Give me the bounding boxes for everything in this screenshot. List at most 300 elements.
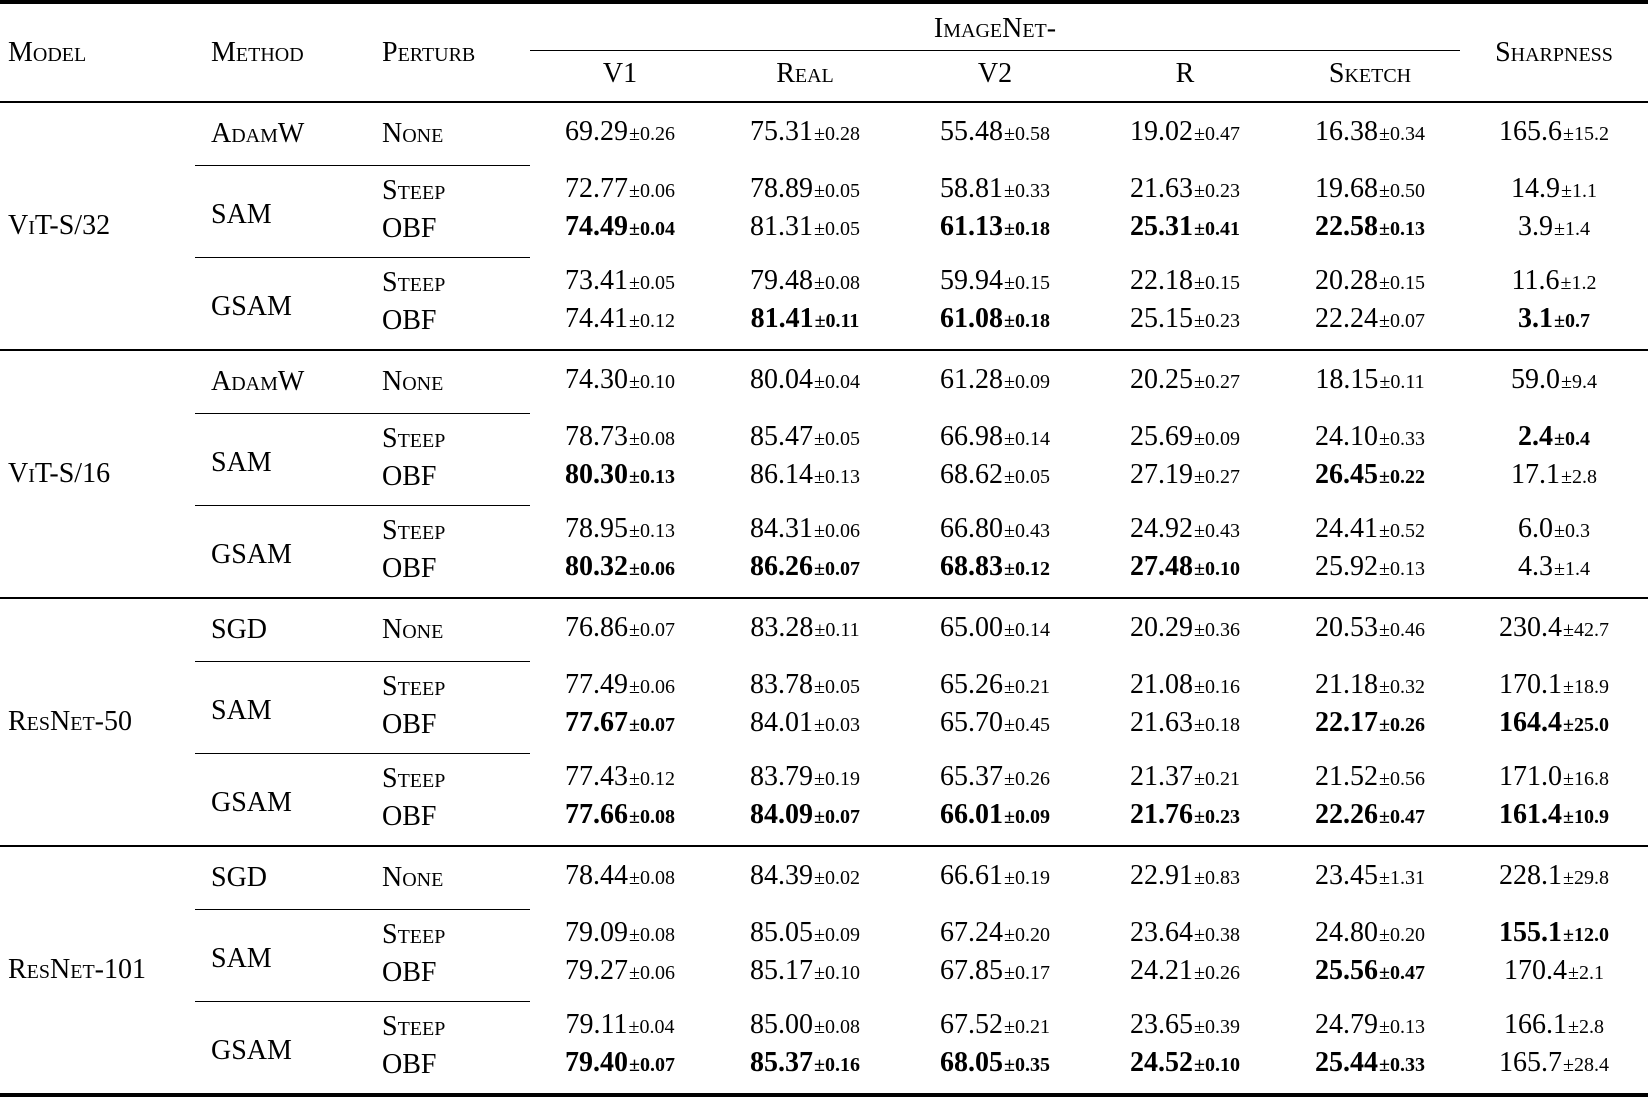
value-cell bbox=[900, 798, 1090, 846]
value-main: 3.9 bbox=[1518, 211, 1554, 242]
value-cell bbox=[1090, 909, 1280, 954]
value-error: ±0.07 bbox=[814, 558, 860, 580]
value-main: 22.91 bbox=[1130, 860, 1193, 891]
value-main: 73.41 bbox=[565, 265, 628, 296]
value-cell bbox=[530, 753, 710, 798]
value-cell bbox=[1280, 458, 1460, 505]
value-error: ±0.04 bbox=[628, 1016, 675, 1038]
value-cell bbox=[1090, 165, 1280, 210]
value-cell bbox=[900, 350, 1090, 413]
value-cell bbox=[710, 1046, 900, 1095]
value-main: 72.77 bbox=[565, 173, 628, 204]
value-cell bbox=[1280, 798, 1460, 846]
method-cell: GSAM bbox=[195, 257, 370, 350]
value-main: 65.26 bbox=[940, 669, 1003, 700]
value-error: ±0.35 bbox=[1004, 1054, 1050, 1076]
value-cell bbox=[900, 753, 1090, 798]
col-header-model: Model bbox=[8, 36, 87, 68]
value-main: 79.48 bbox=[750, 265, 813, 296]
value-error: ±0.23 bbox=[1194, 180, 1240, 202]
value-main: 11.6 bbox=[1511, 265, 1560, 296]
value-error: ±0.43 bbox=[1004, 520, 1050, 542]
value-main: 21.37 bbox=[1130, 761, 1193, 792]
value-error: ±0.15 bbox=[1004, 272, 1050, 294]
perturb-cell: Steep bbox=[370, 165, 530, 210]
value-error: ±0.17 bbox=[1004, 962, 1050, 984]
value-main: 3.1 bbox=[1518, 303, 1554, 334]
value-main: 61.08 bbox=[940, 303, 1003, 334]
value-cell bbox=[530, 1001, 710, 1046]
perturb-cell: None bbox=[382, 861, 444, 893]
value-main: 85.47 bbox=[750, 421, 813, 452]
value-cell bbox=[1280, 102, 1460, 165]
value-main: 21.63 bbox=[1130, 707, 1193, 738]
table-row bbox=[0, 413, 1648, 458]
perturb-cell: Steep bbox=[370, 505, 530, 550]
perturb-cell: OBF bbox=[382, 553, 437, 584]
value-cell bbox=[1090, 505, 1280, 550]
value-error: ±0.83 bbox=[1194, 867, 1240, 889]
value-error: ±0.14 bbox=[1004, 428, 1050, 450]
value-main: 20.29 bbox=[1130, 612, 1193, 643]
value-main: 22.18 bbox=[1130, 265, 1193, 296]
value-cell bbox=[1090, 1001, 1280, 1046]
header-row-top bbox=[0, 2, 1648, 51]
value-error: ±15.2 bbox=[1563, 123, 1609, 145]
value-cell bbox=[710, 798, 900, 846]
value-main: 80.04 bbox=[750, 364, 813, 395]
value-error: ±0.06 bbox=[629, 180, 675, 202]
value-main: 59.0 bbox=[1511, 364, 1561, 395]
value-main: 78.89 bbox=[750, 173, 813, 204]
value-cell bbox=[710, 257, 900, 302]
value-main: 22.17 bbox=[1315, 707, 1379, 738]
value-error: ±0.34 bbox=[1379, 123, 1425, 145]
value-error: ±0.13 bbox=[1379, 558, 1425, 580]
sharpness-cell bbox=[1460, 505, 1648, 550]
perturb-cell: OBF bbox=[382, 212, 437, 244]
perturb-cell: Steep bbox=[370, 661, 530, 706]
value-main: 66.61 bbox=[940, 860, 1003, 891]
value-error: ±1.1 bbox=[1561, 180, 1597, 202]
value-error: ±0.27 bbox=[1194, 466, 1240, 488]
value-error: ±0.05 bbox=[814, 180, 860, 202]
value-cell bbox=[530, 661, 710, 706]
model-cell: ViT-S/16 bbox=[8, 458, 111, 489]
value-main: 17.1 bbox=[1511, 459, 1561, 490]
perturb-cell: OBF bbox=[382, 305, 437, 336]
value-error: ±0.56 bbox=[1379, 768, 1425, 790]
value-main: 55.48 bbox=[940, 116, 1003, 147]
value-error: ±0.09 bbox=[1004, 371, 1050, 393]
value-main: 65.37 bbox=[940, 761, 1003, 792]
value-cell bbox=[530, 210, 710, 257]
value-cell bbox=[900, 550, 1090, 598]
value-error: ±0.13 bbox=[814, 466, 860, 488]
value-error: ±10.9 bbox=[1563, 806, 1609, 828]
value-error: ±25.0 bbox=[1563, 714, 1609, 736]
value-main: 18.15 bbox=[1315, 364, 1379, 395]
value-main: 61.28 bbox=[940, 364, 1003, 395]
value-error: ±0.33 bbox=[1379, 428, 1425, 450]
value-main: 228.1 bbox=[1499, 860, 1563, 891]
value-main: 83.79 bbox=[750, 761, 813, 792]
value-error: ±0.12 bbox=[629, 310, 675, 332]
value-cell bbox=[1090, 598, 1280, 661]
method-cell: AdamW bbox=[211, 117, 305, 149]
value-error: ±0.41 bbox=[1194, 218, 1240, 240]
value-error: ±0.16 bbox=[1194, 676, 1240, 698]
value-error: ±1.2 bbox=[1560, 272, 1597, 294]
value-cell bbox=[530, 505, 710, 550]
value-main: 25.92 bbox=[1315, 551, 1379, 582]
value-cell bbox=[900, 257, 1090, 302]
sharpness-cell bbox=[1460, 661, 1648, 706]
perturb-cell: OBF bbox=[382, 708, 437, 740]
value-cell bbox=[900, 1001, 1090, 1046]
value-main: 21.08 bbox=[1130, 669, 1193, 700]
model-cell: ResNet-101 bbox=[8, 954, 146, 985]
value-cell bbox=[1090, 1046, 1280, 1095]
value-main: 20.53 bbox=[1315, 612, 1379, 643]
value-main: 155.1 bbox=[1499, 917, 1563, 948]
value-error: ±0.13 bbox=[629, 520, 675, 542]
value-error: ±29.8 bbox=[1563, 867, 1609, 889]
value-error: ±0.02 bbox=[814, 867, 860, 889]
value-cell bbox=[710, 1001, 900, 1046]
value-error: ±0.32 bbox=[1379, 676, 1425, 698]
value-error: ±0.18 bbox=[1004, 310, 1050, 332]
value-main: 66.98 bbox=[940, 421, 1003, 452]
value-error: ±0.10 bbox=[1194, 558, 1240, 580]
value-main: 86.26 bbox=[750, 551, 813, 582]
value-main: 2.4 bbox=[1518, 421, 1554, 452]
col-header-sharpness: Sharpness bbox=[1495, 36, 1613, 68]
value-error: ±0.10 bbox=[629, 371, 675, 393]
value-main: 24.41 bbox=[1315, 513, 1379, 544]
value-error: ±0.04 bbox=[629, 218, 675, 240]
value-cell bbox=[900, 210, 1090, 257]
value-cell bbox=[1280, 661, 1460, 706]
method-cell: SAM bbox=[195, 661, 370, 753]
col-header-perturb: Perturb bbox=[382, 36, 476, 68]
value-error: ±0.22 bbox=[1379, 466, 1425, 488]
value-error: ±0.7 bbox=[1554, 310, 1590, 332]
model-cell: ResNet-50 bbox=[8, 706, 132, 737]
sharpness-cell bbox=[1460, 165, 1648, 210]
value-main: 81.31 bbox=[750, 211, 813, 242]
table-row bbox=[0, 102, 1648, 165]
sharpness-cell bbox=[1460, 350, 1648, 413]
value-cell bbox=[1280, 505, 1460, 550]
value-error: ±0.04 bbox=[814, 371, 860, 393]
perturb-cell: OBF bbox=[382, 801, 437, 832]
value-main: 78.95 bbox=[565, 513, 628, 544]
table-row bbox=[0, 505, 1648, 550]
value-cell bbox=[530, 458, 710, 505]
model-group bbox=[0, 102, 1648, 350]
value-error: ±0.10 bbox=[1194, 1054, 1240, 1076]
sharpness-cell bbox=[1460, 846, 1648, 909]
value-cell bbox=[530, 550, 710, 598]
value-cell bbox=[1280, 550, 1460, 598]
value-main: 166.1 bbox=[1504, 1009, 1568, 1040]
value-cell bbox=[530, 909, 710, 954]
col-header-imagenet: ImageNet- bbox=[530, 2, 1460, 51]
value-main: 74.30 bbox=[565, 364, 628, 395]
col-header-r: R bbox=[1175, 58, 1195, 89]
value-error: ±0.07 bbox=[629, 619, 675, 641]
value-cell bbox=[710, 706, 900, 753]
value-cell bbox=[900, 846, 1090, 909]
value-error: ±1.4 bbox=[1554, 558, 1590, 580]
value-error: ±0.08 bbox=[629, 924, 675, 946]
value-cell bbox=[530, 257, 710, 302]
value-main: 68.05 bbox=[940, 1047, 1003, 1078]
value-cell bbox=[1280, 1001, 1460, 1046]
table-row bbox=[0, 753, 1648, 798]
value-main: 22.26 bbox=[1315, 799, 1379, 830]
value-main: 85.05 bbox=[750, 917, 813, 948]
value-error: ±0.19 bbox=[1004, 867, 1050, 889]
col-header-sketch: Sketch bbox=[1328, 58, 1412, 89]
sharpness-cell bbox=[1460, 1046, 1648, 1095]
value-cell bbox=[900, 102, 1090, 165]
value-main: 80.32 bbox=[565, 551, 628, 582]
value-main: 77.66 bbox=[565, 799, 628, 830]
value-cell bbox=[530, 102, 710, 165]
value-error: ±0.09 bbox=[1194, 428, 1240, 450]
value-main: 22.24 bbox=[1315, 303, 1379, 334]
value-main: 165.7 bbox=[1499, 1047, 1563, 1078]
value-error: ±0.47 bbox=[1379, 806, 1425, 828]
table-row bbox=[0, 350, 1648, 413]
value-error: ±0.21 bbox=[1004, 1016, 1050, 1038]
table-row bbox=[0, 846, 1648, 909]
value-cell bbox=[1090, 350, 1280, 413]
value-main: 27.48 bbox=[1130, 551, 1193, 582]
value-error: ±0.27 bbox=[1194, 371, 1240, 393]
value-cell bbox=[530, 846, 710, 909]
value-error: ±0.08 bbox=[629, 806, 675, 828]
value-main: 74.49 bbox=[565, 211, 628, 242]
table-row bbox=[0, 1001, 1648, 1046]
sharpness-cell bbox=[1460, 257, 1648, 302]
value-main: 23.65 bbox=[1130, 1009, 1193, 1040]
table-header bbox=[0, 2, 1648, 102]
value-error: ±18.9 bbox=[1563, 676, 1609, 698]
value-main: 78.44 bbox=[565, 860, 628, 891]
perturb-cell: None bbox=[382, 613, 444, 645]
value-error: ±0.11 bbox=[1379, 371, 1425, 393]
value-error: ±28.4 bbox=[1563, 1054, 1609, 1076]
value-cell bbox=[530, 598, 710, 661]
value-cell bbox=[710, 954, 900, 1001]
value-main: 27.19 bbox=[1130, 459, 1193, 490]
value-cell bbox=[710, 210, 900, 257]
value-error: ±0.50 bbox=[1379, 180, 1425, 202]
value-main: 58.81 bbox=[940, 173, 1003, 204]
value-error: ±0.08 bbox=[814, 272, 860, 294]
value-main: 24.10 bbox=[1315, 421, 1379, 452]
sharpness-cell bbox=[1460, 798, 1648, 846]
value-cell bbox=[710, 598, 900, 661]
sharpness-cell bbox=[1460, 458, 1648, 505]
value-main: 16.38 bbox=[1315, 116, 1379, 147]
value-error: ±0.15 bbox=[1379, 272, 1425, 294]
value-error: ±0.07 bbox=[814, 806, 860, 828]
value-cell bbox=[530, 165, 710, 210]
perturb-cell: OBF bbox=[382, 1049, 437, 1080]
value-main: 170.4 bbox=[1504, 955, 1568, 986]
value-main: 24.79 bbox=[1315, 1009, 1379, 1040]
value-error: ±0.05 bbox=[814, 428, 860, 450]
model-group bbox=[0, 846, 1648, 1095]
value-error: ±0.36 bbox=[1194, 619, 1240, 641]
value-cell bbox=[710, 909, 900, 954]
value-main: 25.69 bbox=[1130, 421, 1193, 452]
value-cell bbox=[1280, 954, 1460, 1001]
sharpness-cell bbox=[1460, 954, 1648, 1001]
value-main: 25.15 bbox=[1130, 303, 1193, 334]
sharpness-cell bbox=[1460, 550, 1648, 598]
value-cell bbox=[530, 413, 710, 458]
value-error: ±0.13 bbox=[1379, 1016, 1425, 1038]
value-cell bbox=[710, 753, 900, 798]
method-cell: GSAM bbox=[195, 505, 370, 598]
value-cell bbox=[1280, 598, 1460, 661]
value-error: ±0.14 bbox=[1004, 619, 1050, 641]
value-error: ±0.10 bbox=[814, 962, 860, 984]
value-main: 79.11 bbox=[565, 1009, 628, 1040]
value-error: ±0.11 bbox=[814, 310, 860, 332]
value-main: 67.85 bbox=[940, 955, 1003, 986]
value-main: 61.13 bbox=[940, 211, 1003, 242]
value-error: ±0.26 bbox=[1004, 768, 1050, 790]
value-main: 21.63 bbox=[1130, 173, 1193, 204]
perturb-cell: Steep bbox=[370, 413, 530, 458]
value-cell bbox=[900, 505, 1090, 550]
value-cell bbox=[710, 550, 900, 598]
perturb-cell: None bbox=[382, 365, 444, 397]
value-main: 24.21 bbox=[1130, 955, 1193, 986]
value-cell bbox=[710, 505, 900, 550]
value-main: 69.29 bbox=[565, 116, 628, 147]
value-main: 68.83 bbox=[940, 551, 1003, 582]
value-main: 68.62 bbox=[940, 459, 1003, 490]
value-cell bbox=[1280, 350, 1460, 413]
value-error: ±0.12 bbox=[1004, 558, 1050, 580]
value-main: 78.73 bbox=[565, 421, 628, 452]
value-error: ±2.8 bbox=[1561, 466, 1597, 488]
value-cell bbox=[1280, 1046, 1460, 1095]
value-error: ±0.21 bbox=[1004, 676, 1050, 698]
value-error: ±2.1 bbox=[1568, 962, 1604, 984]
method-cell: SAM bbox=[195, 413, 370, 505]
value-cell bbox=[710, 350, 900, 413]
value-error: ±16.8 bbox=[1563, 768, 1609, 790]
value-error: ±0.06 bbox=[629, 962, 675, 984]
value-error: ±0.58 bbox=[1004, 123, 1050, 145]
table-row bbox=[0, 661, 1648, 706]
value-error: ±0.06 bbox=[629, 676, 675, 698]
col-header-real: Real bbox=[776, 58, 834, 89]
value-error: ±0.47 bbox=[1379, 962, 1425, 984]
value-main: 77.67 bbox=[565, 707, 628, 738]
value-main: 22.58 bbox=[1315, 211, 1379, 242]
value-error: ±0.43 bbox=[1194, 520, 1240, 542]
value-main: 85.17 bbox=[750, 955, 813, 986]
value-main: 20.28 bbox=[1315, 265, 1379, 296]
value-main: 86.14 bbox=[750, 459, 813, 490]
value-main: 19.02 bbox=[1130, 116, 1193, 147]
value-error: ±0.07 bbox=[629, 1054, 675, 1076]
value-main: 24.92 bbox=[1130, 513, 1193, 544]
value-cell bbox=[1280, 302, 1460, 350]
value-main: 79.09 bbox=[565, 917, 628, 948]
table-row bbox=[0, 257, 1648, 302]
value-main: 66.80 bbox=[940, 513, 1003, 544]
value-main: 20.25 bbox=[1130, 364, 1193, 395]
value-main: 67.52 bbox=[940, 1009, 1003, 1040]
value-cell bbox=[900, 909, 1090, 954]
value-cell bbox=[710, 846, 900, 909]
value-main: 59.94 bbox=[940, 265, 1003, 296]
sharpness-cell bbox=[1460, 598, 1648, 661]
value-main: 230.4 bbox=[1499, 612, 1563, 643]
value-cell bbox=[1090, 954, 1280, 1001]
method-cell: SGD bbox=[211, 613, 268, 645]
value-main: 25.31 bbox=[1130, 211, 1193, 242]
value-error: ±0.19 bbox=[814, 768, 860, 790]
perturb-cell: Steep bbox=[370, 753, 530, 798]
value-main: 75.31 bbox=[750, 116, 813, 147]
value-main: 24.52 bbox=[1130, 1047, 1193, 1078]
value-cell bbox=[530, 350, 710, 413]
value-main: 81.41 bbox=[750, 303, 814, 334]
sharpness-cell bbox=[1460, 210, 1648, 257]
value-error: ±0.06 bbox=[629, 558, 675, 580]
value-error: ±0.4 bbox=[1554, 428, 1590, 450]
value-main: 84.31 bbox=[750, 513, 813, 544]
value-main: 83.28 bbox=[750, 612, 814, 643]
value-cell bbox=[900, 661, 1090, 706]
value-error: ±0.20 bbox=[1379, 924, 1425, 946]
sharpness-cell bbox=[1460, 413, 1648, 458]
value-cell bbox=[900, 1046, 1090, 1095]
value-error: ±0.08 bbox=[629, 867, 675, 889]
value-cell bbox=[1090, 458, 1280, 505]
value-error: ±0.08 bbox=[814, 1016, 860, 1038]
value-main: 77.49 bbox=[565, 669, 628, 700]
perturb-cell: Steep bbox=[370, 257, 530, 302]
method-cell: SGD bbox=[211, 861, 268, 893]
value-error: ±0.26 bbox=[629, 123, 675, 145]
value-cell bbox=[1280, 257, 1460, 302]
value-error: ±0.3 bbox=[1554, 520, 1590, 542]
value-error: ±0.45 bbox=[1004, 714, 1050, 736]
value-error: ±9.4 bbox=[1561, 371, 1597, 393]
value-error: ±0.21 bbox=[1194, 768, 1240, 790]
value-error: ±0.06 bbox=[814, 520, 860, 542]
value-error: ±0.33 bbox=[1379, 1054, 1425, 1076]
value-error: ±0.26 bbox=[1194, 962, 1240, 984]
value-cell bbox=[1090, 210, 1280, 257]
value-cell bbox=[710, 458, 900, 505]
value-error: ±0.15 bbox=[1194, 272, 1240, 294]
value-main: 76.86 bbox=[565, 612, 628, 643]
value-main: 66.01 bbox=[940, 799, 1003, 830]
